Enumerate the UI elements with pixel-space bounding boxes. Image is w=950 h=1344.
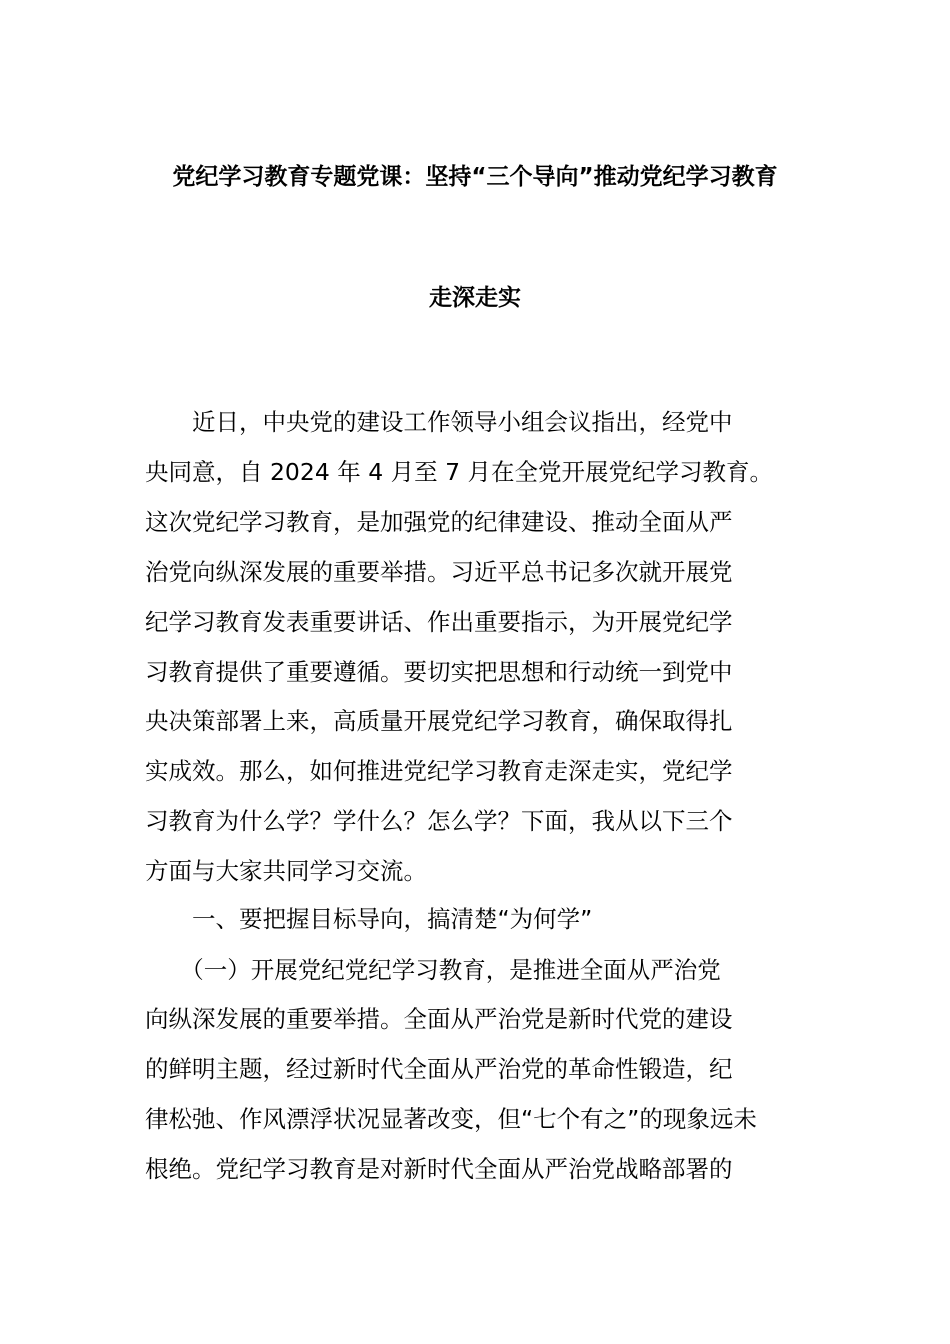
body-line-6: 习教育提供了重要遵循。要切实把思想和行动统一到党中 [145,658,733,686]
body-line-15: 律松弛、作风漂浮状况显著改变，但“七个有之”的现象远未 [145,1105,757,1133]
section-heading-1: 一、要把握目标导向，搞清楚“为何学” [145,905,593,933]
body-line-10: 方面与大家共同学习交流。 [145,857,427,885]
body-line-9: 习教育为什么学？学什么？怎么学？下面，我从以下三个 [145,807,733,835]
document-title-line-1: 党纪学习教育专题党课：坚持“三个导向”推动党纪学习教育 [172,164,778,190]
body-line-3: 这次党纪学习教育，是加强党的纪律建设、推动全面从严 [145,508,733,536]
subsection-heading-1: （一）开展党纪党纪学习教育，是推进全面从严治党 [145,956,721,984]
body-line-8: 实成效。那么，如何推进党纪学习教育走深走实，党纪学 [145,757,733,785]
body-line-5: 纪学习教育发表重要讲话、作出重要指示，为开展党纪学 [145,608,733,636]
body-line-4: 治党向纵深发展的重要举措。习近平总书记多次就开展党 [145,558,733,586]
document-title-line-2: 走深走实 [429,285,521,311]
body-line-2: 央同意，自 2024 年 4 月至 7 月在全党开展党纪学习教育。 [145,458,774,486]
body-line-16: 根绝。党纪学习教育是对新时代全面从严治党战略部署的 [145,1155,733,1183]
body-line-1: 近日，中央党的建设工作领导小组会议指出，经党中 [145,408,733,436]
body-line-14: 的鲜明主题，经过新时代全面从严治党的革命性锻造，纪 [145,1055,733,1083]
body-line-7: 央决策部署上来，高质量开展党纪学习教育，确保取得扎 [145,707,733,735]
body-line-13: 向纵深发展的重要举措。全面从严治党是新时代党的建设 [145,1005,733,1033]
